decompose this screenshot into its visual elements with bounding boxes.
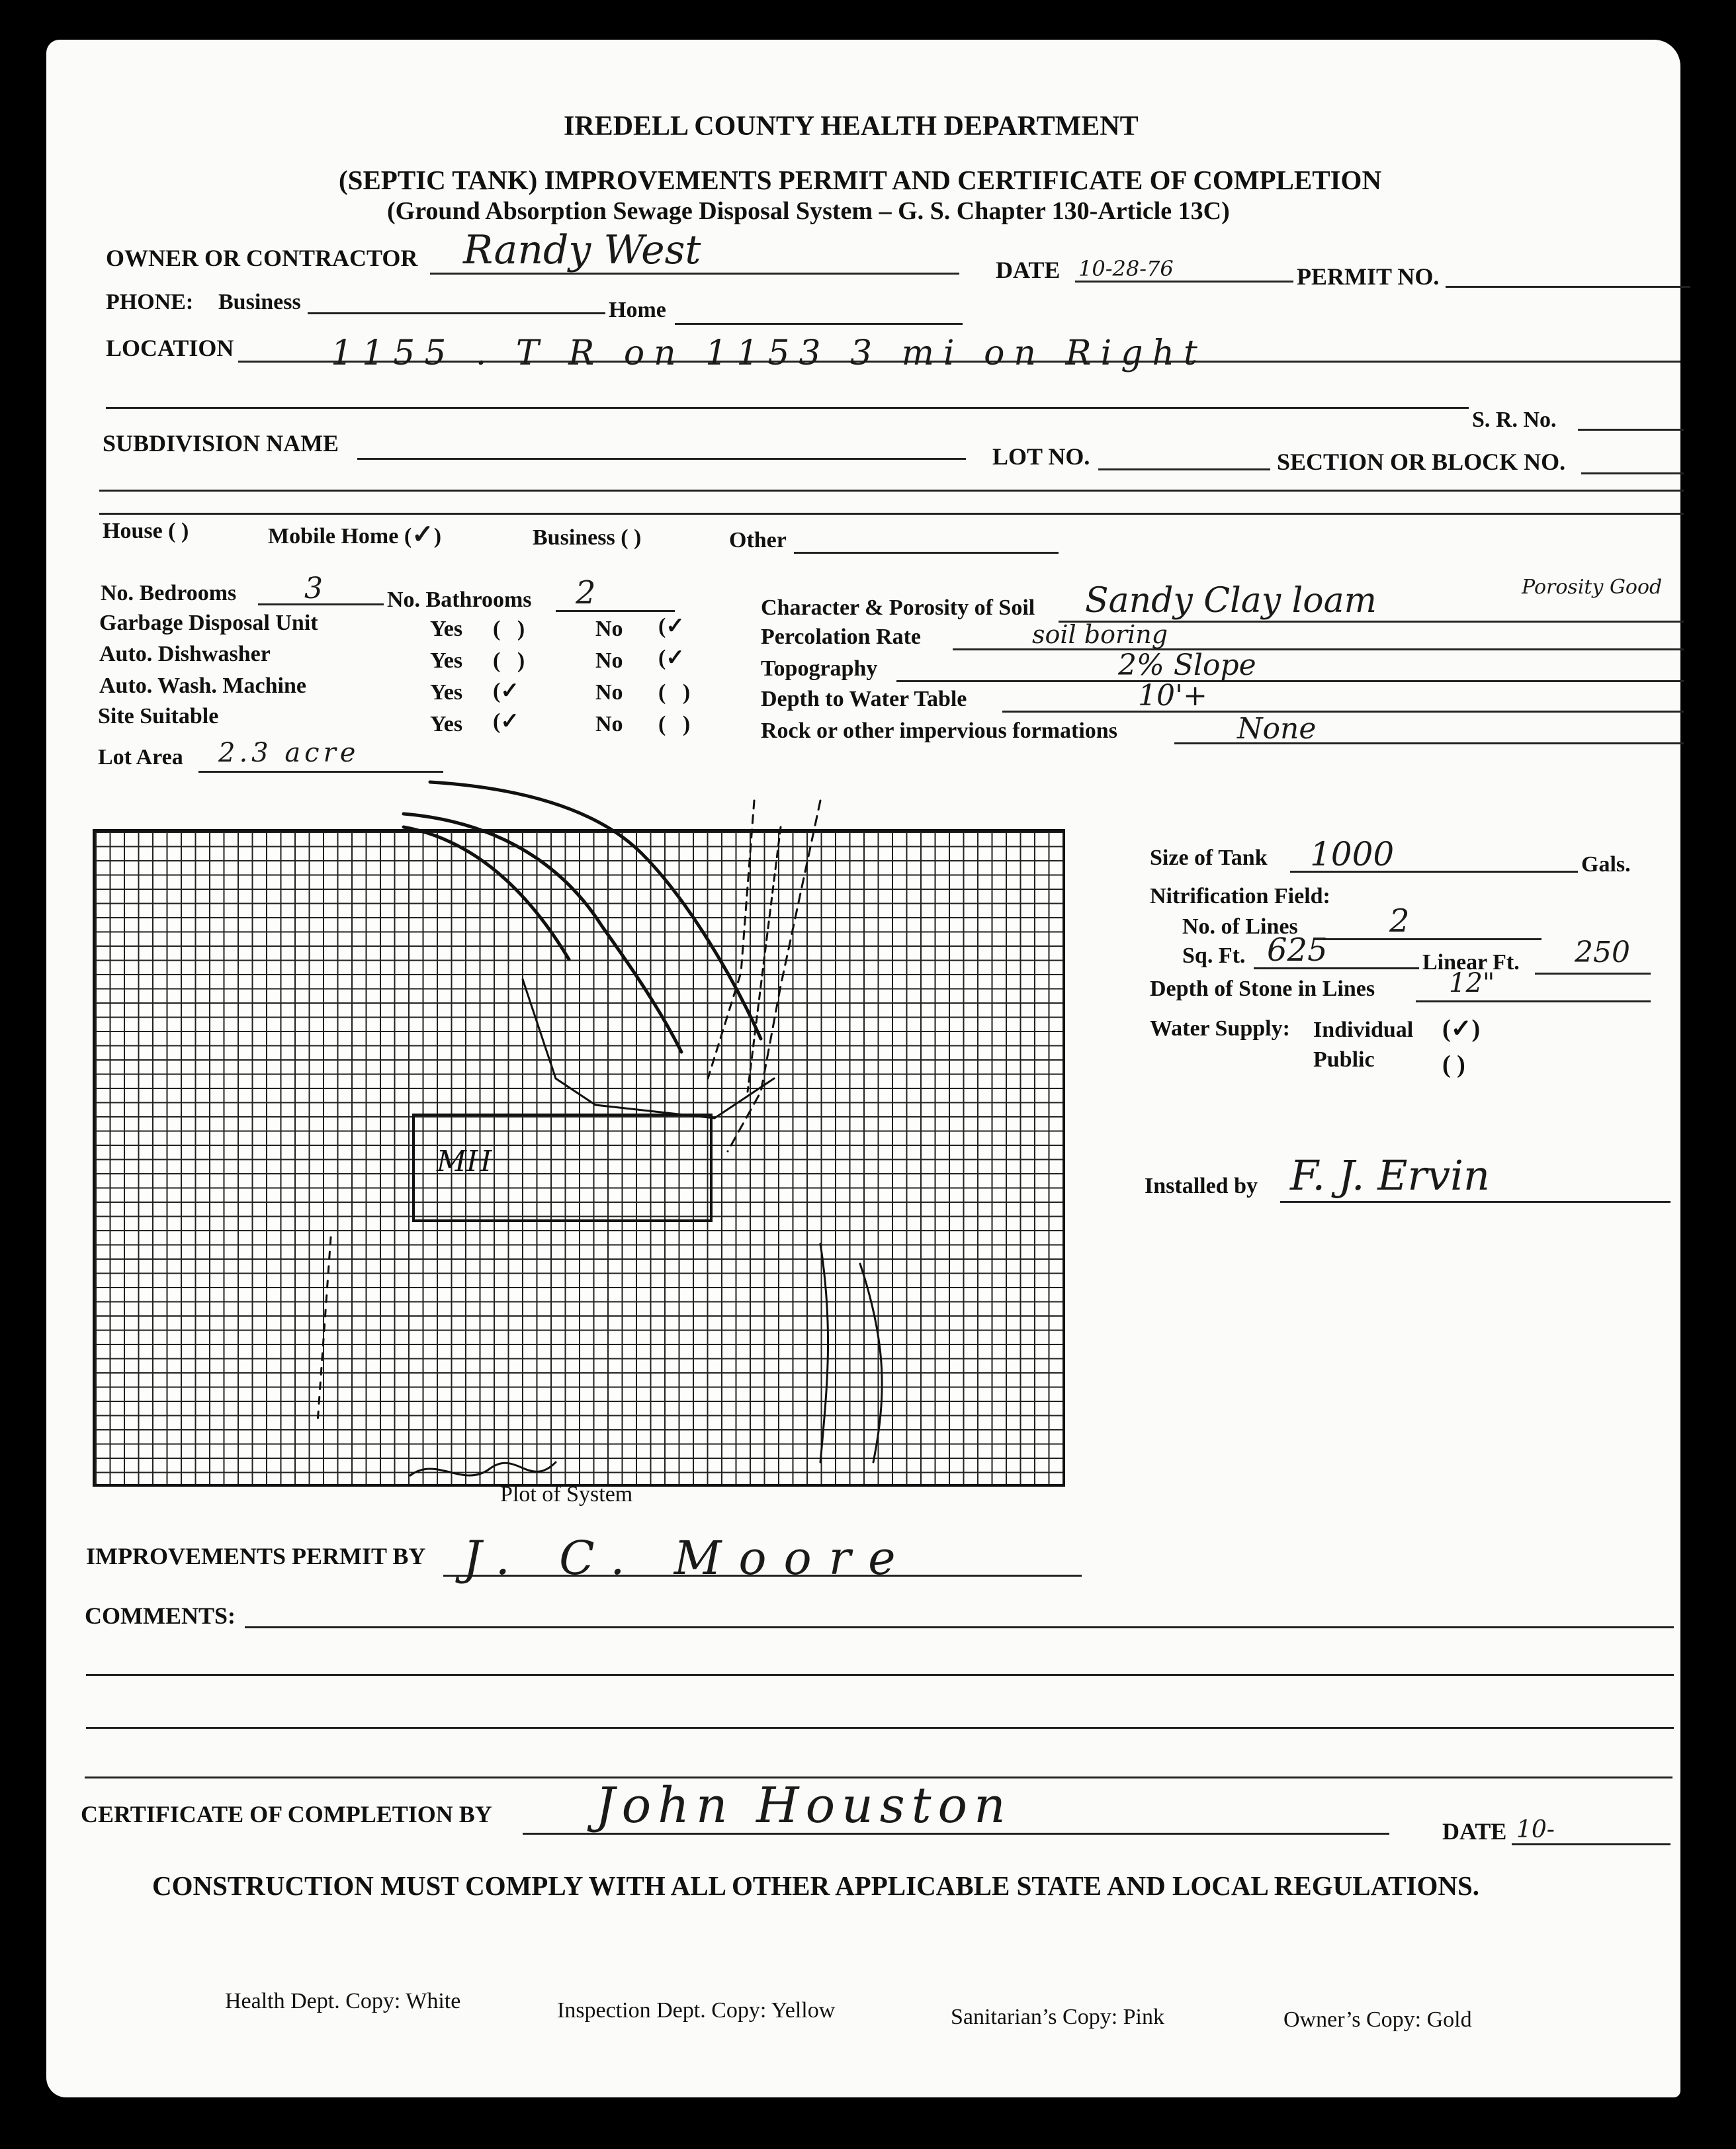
individual-box[interactable]: (✓) xyxy=(1442,1015,1481,1043)
rock-formations-value: None xyxy=(1237,712,1317,746)
installed-by-label: Installed by xyxy=(1145,1174,1258,1198)
dishwasher-no-mark: ✓ xyxy=(666,646,685,670)
dishwasher-no-label: No xyxy=(595,648,623,673)
nitrification-label: Nitrification Field: xyxy=(1150,884,1330,908)
sanitarian-copy: Sanitarian’s Copy: Pink xyxy=(951,2005,1164,2029)
phone-label: PHONE: xyxy=(106,290,194,314)
site-yes-label: Yes xyxy=(430,712,463,736)
public-label: Public xyxy=(1313,1047,1375,1072)
wash-yes-mark: ✓ xyxy=(500,679,519,703)
water-table-label: Depth to Water Table xyxy=(761,687,967,711)
soil-character-value: Sandy Clay loam xyxy=(1085,581,1377,621)
lines-value: 2 xyxy=(1389,902,1410,940)
water-table-value: 10'+ xyxy=(1138,679,1207,713)
inspection-dept-copy: Inspection Dept. Copy: Yellow xyxy=(557,1998,836,2023)
bedrooms-value: 3 xyxy=(304,572,323,605)
tank-size-label: Size of Tank xyxy=(1150,846,1268,870)
phone-home-label: Home xyxy=(609,298,666,322)
date-label: DATE xyxy=(996,257,1061,283)
mobile-home-check-mark: ✓ xyxy=(412,519,434,550)
public-box[interactable]: ( ) xyxy=(1442,1051,1465,1078)
certificate-signature: John Houston xyxy=(595,1777,1012,1834)
garbage-no-mark: ✓ xyxy=(666,614,685,638)
department-heading: IREDELL COUNTY HEALTH DEPARTMENT xyxy=(564,111,1139,142)
tank-size-value: 1000 xyxy=(1310,835,1395,873)
topography-value: 2% Slope xyxy=(1118,648,1256,682)
certificate-date-label: DATE xyxy=(1442,1818,1507,1845)
compliance-notice: CONSTRUCTION MUST COMPLY WITH ALL OTHER APPLICABLE STATE AND LOCAL REGULATIONS. xyxy=(152,1870,1480,1901)
garbage-yes-box[interactable]: ( ) xyxy=(493,617,525,641)
rock-formations-label: Rock or other impervious formations xyxy=(761,719,1117,743)
location-label: LOCATION xyxy=(106,335,234,361)
location-value: 1155 . T R on 1153 3 mi on Right xyxy=(331,333,1207,373)
perc-rate-label: Percolation Rate xyxy=(761,625,922,649)
garbage-disposal-label: Garbage Disposal Unit xyxy=(99,611,318,635)
soil-character-label: Character & Porosity of Soil xyxy=(761,595,1035,620)
certificate-date-value: 10- xyxy=(1516,1816,1555,1843)
comments-label: COMMENTS: xyxy=(85,1602,236,1629)
permit-no-label: PERMIT NO. xyxy=(1297,263,1440,290)
installed-by-value: F. J. Ervin xyxy=(1290,1151,1490,1200)
lot-no-label: LOT NO. xyxy=(992,443,1090,470)
sqft-label: Sq. Ft. xyxy=(1182,943,1246,968)
certificate-label: CERTIFICATE OF COMPLETION BY xyxy=(81,1801,492,1827)
wash-yes-box[interactable]: (✓ xyxy=(493,679,519,703)
porosity-value: Porosity Good xyxy=(1522,576,1663,599)
linear-ft-value: 250 xyxy=(1575,936,1630,969)
sqft-value: 625 xyxy=(1267,932,1328,969)
wash-no-label: No xyxy=(595,680,623,705)
site-no-label: No xyxy=(595,712,623,736)
system-sketch xyxy=(93,761,1059,1502)
site-no-box[interactable]: ( ) xyxy=(658,712,691,736)
house-checkbox[interactable]: House ( ) xyxy=(103,519,189,543)
water-supply-label: Water Supply: xyxy=(1150,1016,1290,1041)
other-label: Other xyxy=(729,528,787,552)
improvements-permit-value: J. C. Moore xyxy=(463,1531,913,1585)
bedrooms-label: No. Bedrooms xyxy=(101,581,237,605)
dishwasher-yes-box[interactable]: ( ) xyxy=(493,648,525,673)
health-dept-copy: Health Dept. Copy: White xyxy=(225,1989,461,2013)
subdivision-label: SUBDIVISION NAME xyxy=(103,430,339,457)
plot-caption: Plot of System xyxy=(500,1482,633,1507)
form-title: (SEPTIC TANK) IMPROVEMENTS PERMIT AND CERTIFICATE OF COMPLETION xyxy=(339,165,1382,195)
bathrooms-label: No. Bathrooms xyxy=(387,588,532,612)
garbage-no-box[interactable]: (✓ xyxy=(658,614,685,638)
site-yes-mark: ✓ xyxy=(500,709,519,734)
owner-value: Randy West xyxy=(463,227,701,273)
topography-label: Topography xyxy=(761,656,878,681)
mobile-home-checkbox[interactable]: Mobile Home (✓) xyxy=(268,519,442,550)
dishwasher-no-box[interactable]: (✓ xyxy=(658,646,685,670)
stone-depth-label: Depth of Stone in Lines xyxy=(1150,977,1375,1001)
wash-no-box[interactable]: ( ) xyxy=(658,680,691,705)
improvements-permit-label: IMPROVEMENTS PERMIT BY xyxy=(86,1543,426,1569)
site-yes-box[interactable]: (✓ xyxy=(493,709,519,734)
owner-label: OWNER OR CONTRACTOR xyxy=(106,245,418,271)
lines-label: No. of Lines xyxy=(1182,914,1298,939)
wash-yes-label: Yes xyxy=(430,680,463,705)
gals-label: Gals. xyxy=(1581,852,1631,877)
sketch-label: MH xyxy=(437,1145,492,1178)
linear-ft-label: Linear Ft. xyxy=(1422,950,1520,975)
garbage-yes-label: Yes xyxy=(430,617,463,641)
perc-rate-value: soil boring xyxy=(1032,620,1168,649)
form-subtitle: (Ground Absorption Sewage Disposal System – G. S. Chapter 130-Article 13C) xyxy=(387,197,1230,225)
phone-business-label: Business xyxy=(218,290,301,314)
owner-copy: Owner’s Copy: Gold xyxy=(1283,2007,1472,2032)
lot-area-value: 2.3 acre xyxy=(218,738,360,768)
dishwasher-yes-label: Yes xyxy=(430,648,463,673)
business-checkbox[interactable]: Business ( ) xyxy=(533,525,642,550)
individual-label: Individual xyxy=(1313,1018,1414,1042)
date-value: 10-28-76 xyxy=(1078,256,1174,281)
stone-depth-value: 12" xyxy=(1449,968,1495,998)
garbage-no-label: No xyxy=(595,617,623,641)
bathrooms-value: 2 xyxy=(576,574,596,611)
sr-no-label: S. R. No. xyxy=(1472,408,1557,432)
site-suitable-label: Site Suitable xyxy=(98,704,219,728)
lot-area-label: Lot Area xyxy=(98,745,183,769)
wash-machine-label: Auto. Wash. Machine xyxy=(99,674,306,698)
dishwasher-label: Auto. Dishwasher xyxy=(99,642,271,666)
section-block-label: SECTION OR BLOCK NO. xyxy=(1277,449,1566,475)
